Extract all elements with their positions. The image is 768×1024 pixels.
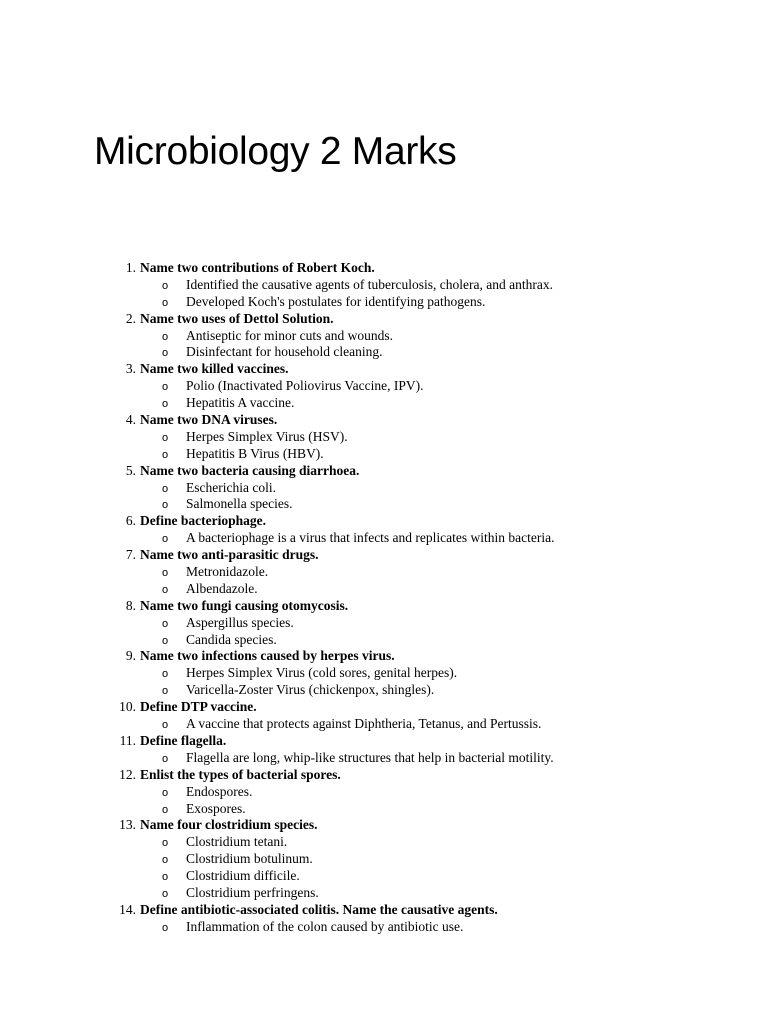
hollow-bullet-icon: o — [162, 448, 169, 461]
hollow-bullet-icon: o — [162, 431, 169, 444]
answer-list — [0, 750, 768, 767]
answer-item — [0, 378, 768, 395]
question-number: 4. — [125, 412, 136, 428]
answer-item — [0, 294, 768, 311]
answer-text: Exospores. — [186, 800, 246, 816]
hollow-bullet-icon: o — [162, 871, 169, 884]
answer-text: Polio (Inactivated Poliovirus Vaccine, IPV). — [186, 378, 424, 394]
question-text: Name two anti-parasitic drugs. — [140, 547, 319, 563]
question-text: Define flagella. — [140, 732, 227, 748]
question-number: 13. — [119, 817, 136, 833]
hollow-bullet-icon: o — [162, 296, 169, 309]
answer-list — [0, 277, 768, 311]
answer-item — [0, 277, 768, 294]
question-row — [0, 817, 768, 834]
answer-item — [0, 429, 768, 446]
question-item — [0, 648, 768, 699]
hollow-bullet-icon: o — [162, 279, 169, 292]
hollow-bullet-icon: o — [162, 634, 169, 647]
answer-text: Endospores. — [186, 783, 253, 799]
answer-text: Herpes Simplex Virus (HSV). — [186, 428, 348, 444]
question-row — [0, 902, 768, 919]
question-item — [0, 598, 768, 649]
hollow-bullet-icon: o — [162, 567, 169, 580]
question-text: Define DTP vaccine. — [140, 699, 257, 715]
hollow-bullet-icon: o — [162, 786, 169, 799]
question-item — [0, 412, 768, 463]
question-item — [0, 311, 768, 362]
answer-item — [0, 328, 768, 345]
question-item — [0, 463, 768, 514]
answer-text: Flagella are long, whip-like structures that help in bacterial motility. — [186, 749, 554, 765]
answer-text: A vaccine that protects against Diphtheria, Tetanus, and Pertussis. — [186, 716, 542, 732]
question-item — [0, 767, 768, 818]
answer-item — [0, 446, 768, 463]
answer-list — [0, 328, 768, 362]
answer-item — [0, 344, 768, 361]
hollow-bullet-icon: o — [162, 837, 169, 850]
question-text: Name two DNA viruses. — [140, 412, 278, 428]
hollow-bullet-icon: o — [162, 887, 169, 900]
answer-item — [0, 395, 768, 412]
hollow-bullet-icon: o — [162, 347, 169, 360]
answer-text: Clostridium perfringens. — [186, 884, 319, 900]
question-row — [0, 412, 768, 429]
hollow-bullet-icon: o — [162, 719, 169, 732]
answer-text: Aspergillus species. — [186, 614, 294, 630]
question-row — [0, 361, 768, 378]
answer-text: Antiseptic for minor cuts and wounds. — [186, 327, 393, 343]
answer-list — [0, 665, 768, 699]
question-item — [0, 260, 768, 311]
answer-text: Inflammation of the colon caused by antibiotic use. — [186, 918, 464, 934]
question-row — [0, 463, 768, 480]
answer-item — [0, 801, 768, 818]
question-item — [0, 817, 768, 901]
answer-item — [0, 716, 768, 733]
question-item — [0, 513, 768, 547]
question-text: Define bacteriophage. — [140, 513, 266, 529]
hollow-bullet-icon: o — [162, 330, 169, 343]
question-text: Name four clostridium species. — [140, 817, 318, 833]
answer-list — [0, 530, 768, 547]
hollow-bullet-icon: o — [162, 499, 169, 512]
hollow-bullet-icon: o — [162, 752, 169, 765]
answer-list — [0, 615, 768, 649]
answer-text: Clostridium tetani. — [186, 834, 288, 850]
answer-text: Clostridium difficile. — [186, 868, 300, 884]
question-item — [0, 361, 768, 412]
question-number: 11. — [119, 732, 136, 748]
answer-item — [0, 496, 768, 513]
answer-item — [0, 868, 768, 885]
answer-list — [0, 564, 768, 598]
answer-list — [0, 429, 768, 463]
page-title: Microbiology 2 Marks — [94, 130, 457, 173]
hollow-bullet-icon: o — [162, 617, 169, 630]
question-number: 7. — [125, 547, 136, 563]
answer-text: Escherichia coli. — [186, 479, 276, 495]
answer-item — [0, 750, 768, 767]
question-row — [0, 733, 768, 750]
hollow-bullet-icon: o — [162, 583, 169, 596]
question-number: 9. — [125, 648, 136, 664]
answer-item — [0, 784, 768, 801]
question-row — [0, 311, 768, 328]
answer-item — [0, 682, 768, 699]
question-number: 12. — [119, 766, 136, 782]
answer-item — [0, 564, 768, 581]
question-row — [0, 547, 768, 564]
answer-text: A bacteriophage is a virus that infects and replicates within bacteria. — [186, 530, 555, 546]
answer-item — [0, 919, 768, 936]
question-text: Name two infections caused by herpes virus. — [140, 648, 395, 664]
answer-text: Clostridium botulinum. — [186, 851, 313, 867]
answer-item — [0, 851, 768, 868]
question-text: Name two uses of Dettol Solution. — [140, 310, 334, 326]
question-item — [0, 733, 768, 767]
answer-list — [0, 480, 768, 514]
question-number: 10. — [119, 699, 136, 715]
hollow-bullet-icon: o — [162, 685, 169, 698]
question-text: Enlist the types of bacterial spores. — [140, 766, 341, 782]
question-text: Name two contributions of Robert Koch. — [140, 260, 375, 275]
question-text: Define antibiotic-associated colitis. Name the causative agents. — [140, 901, 498, 917]
answer-item — [0, 885, 768, 902]
question-list — [0, 260, 768, 936]
answer-text: Candida species. — [186, 631, 277, 647]
answer-text: Albendazole. — [186, 580, 258, 596]
hollow-bullet-icon: o — [162, 803, 169, 816]
answer-list — [0, 716, 768, 733]
answer-item — [0, 632, 768, 649]
hollow-bullet-icon: o — [162, 921, 169, 934]
hollow-bullet-icon: o — [162, 482, 169, 495]
question-number: 3. — [125, 361, 136, 377]
answer-text: Developed Koch's postulates for identifying pathogens. — [186, 293, 486, 309]
hollow-bullet-icon: o — [162, 854, 169, 867]
answer-item — [0, 665, 768, 682]
answer-text: Disinfectant for household cleaning. — [186, 344, 383, 360]
answer-item — [0, 530, 768, 547]
answer-text: Salmonella species. — [186, 496, 293, 512]
question-number: 6. — [125, 513, 136, 529]
hollow-bullet-icon: o — [162, 533, 169, 546]
question-text: Name two killed vaccines. — [140, 361, 289, 377]
hollow-bullet-icon: o — [162, 381, 169, 394]
answer-item — [0, 581, 768, 598]
question-row — [0, 648, 768, 665]
answer-list — [0, 378, 768, 412]
answer-text: Identified the causative agents of tuberculosis, cholera, and anthrax. — [186, 276, 553, 292]
answer-text: Metronidazole. — [186, 564, 269, 580]
question-row — [0, 513, 768, 530]
answer-item — [0, 834, 768, 851]
question-row — [0, 598, 768, 615]
question-number: 8. — [125, 597, 136, 613]
hollow-bullet-icon: o — [162, 398, 169, 411]
answer-item — [0, 480, 768, 497]
question-text: Name two fungi causing otomycosis. — [140, 597, 349, 613]
answer-text: Herpes Simplex Virus (cold sores, genital herpes). — [186, 665, 458, 681]
answer-list — [0, 784, 768, 818]
question-item — [0, 547, 768, 598]
question-number: 2. — [125, 310, 136, 326]
answer-list — [0, 919, 768, 936]
question-row — [0, 767, 768, 784]
question-item — [0, 699, 768, 733]
answer-item — [0, 615, 768, 632]
answer-text: Hepatitis B Virus (HBV). — [186, 445, 324, 461]
hollow-bullet-icon: o — [162, 668, 169, 681]
question-row — [0, 260, 768, 277]
question-number: 1. — [125, 260, 136, 275]
question-text: Name two bacteria causing diarrhoea. — [140, 462, 360, 478]
question-number: 14. — [119, 901, 136, 917]
answer-text: Hepatitis A vaccine. — [186, 395, 295, 411]
question-row — [0, 699, 768, 716]
question-item — [0, 902, 768, 936]
answer-text: Varicella-Zoster Virus (chickenpox, shingles). — [186, 682, 435, 698]
question-number: 5. — [125, 462, 136, 478]
answer-list — [0, 834, 768, 902]
